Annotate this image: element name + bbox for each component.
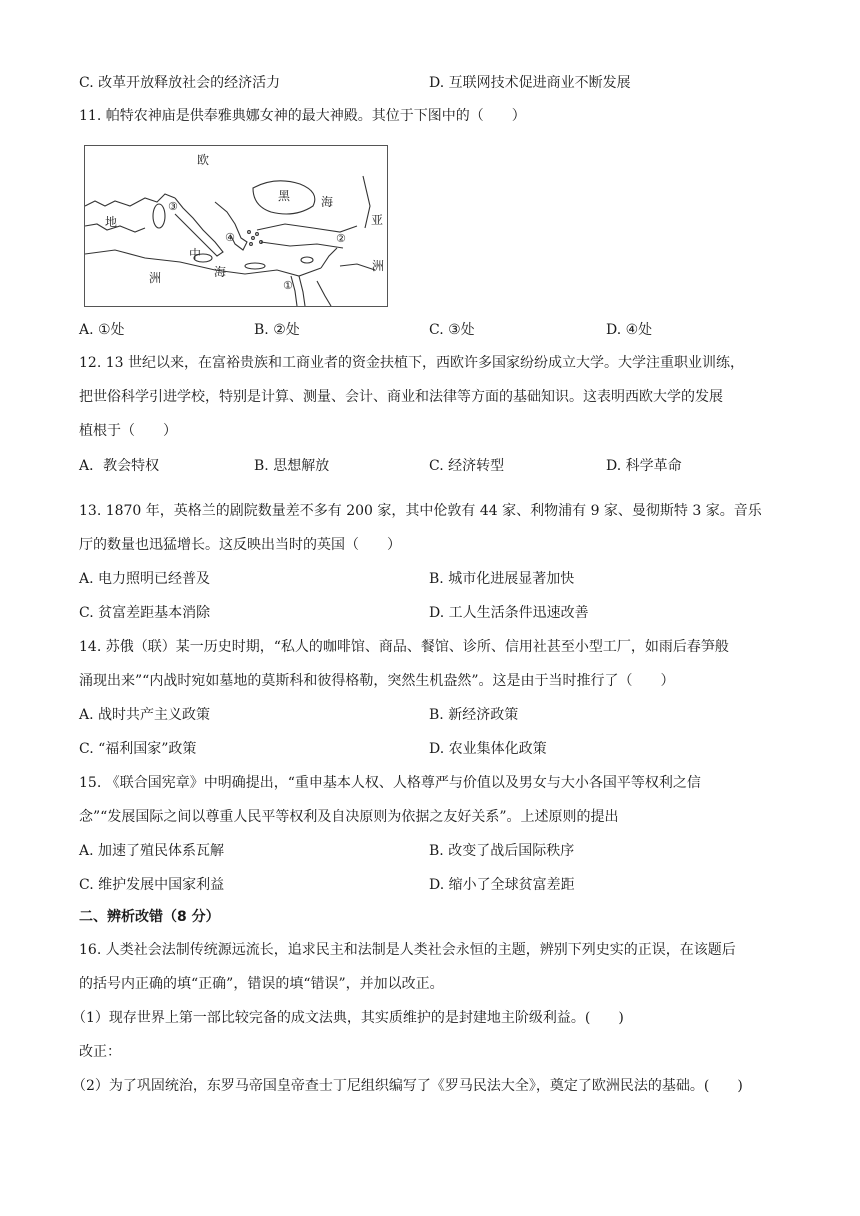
map-label-di: 地 [105,215,118,229]
q12-option-c: C. 经济转型 [429,458,505,474]
map-marker-2: ② [336,232,346,245]
q10-option-d: D. 互联网技术促进商业不断发展 [429,75,631,91]
q10-option-c: C. 改革开放释放社会的经济活力 [79,75,281,91]
map-marker-3: ③ [168,200,178,213]
map-label-hai-med: 海 [214,265,227,279]
map-label-hei: 黑 [278,189,291,203]
map-label-ya: 亚 [371,213,384,227]
q16-fix1-label: 改正： [79,1044,121,1060]
q13-option-c: C. 贫富差距基本消除 [79,605,211,621]
q12-option-d: D. 科学革命 [606,458,682,474]
q13-stem-line2: 厅的数量也迅猛增长。这反映出当时的英国（ ） [79,537,401,553]
map-label-zhong: 中 [189,247,202,261]
q13-stem-line1: 13. 1870 年，英格兰的剧院数量差不多有 200 家，其中伦敦有 44 家、利物浦有 9 家、曼彻斯特 3 家。音乐 [79,503,762,519]
section2-heading: 二、辨析改错（8 分） [79,909,220,925]
q12-option-b: B. 思想解放 [254,458,330,474]
q15-stem-line1: 15. 《联合国宪章》中明确提出，“重申基本人权、人格尊严与价值以及男女与大小各国平等权利之信 [79,775,701,791]
q14-option-a: A. 战时共产主义政策 [79,707,211,723]
q15-option-a: A. 加速了殖民体系瓦解 [79,843,225,859]
q13-option-b: B. 城市化进展显著加快 [429,571,575,587]
q11-stem: 11. 帕特农神庙是供奉雅典娜女神的最大神殿。其位于下图中的（ ） [79,108,526,124]
q12-option-a: A．教会特权 [79,458,160,474]
q14-stem-line1: 14. 苏俄（联）某一历史时期，“私人的咖啡馆、商品、餐馆、诊所、信用社甚至小型工厂，如雨后春笋般 [79,639,729,655]
map-label-hai-black: 海 [321,195,334,209]
q15-option-b: B. 改变了战后国际秩序 [429,843,575,859]
q16-item2: （2）为了巩固统治，东罗马帝国皇帝查士丁尼组织编写了《罗马民法大全》，奠定了欧洲民法的基础。( ) [72,1078,743,1094]
q14-option-c: C. “福利国家”政策 [79,741,197,757]
q12-stem-line1: 12. 13 世纪以来，在富裕贵族和工商业者的资金扶植下，西欧许多国家纷纷成立大学。大学注重职业训练， [79,355,744,371]
map-label-zhou-europe: 洲 [149,271,162,285]
map-label-zhou-asia: 洲 [372,259,385,273]
q13-option-a: A. 电力照明已经普及 [79,571,211,587]
q11-option-d: D. ④处 [606,322,653,338]
q14-stem-line2: 涌现出来”“内战时宛如墓地的莫斯科和彼得格勒，突然生机盎然”。这是由于当时推行了（ ） [79,673,675,689]
q16-stem-line1: 16. 人类社会法制传统源远流长，追求民主和法制是人类社会永恒的主题，辨别下列史实的正误，在该题后 [79,942,736,958]
q14-option-d: D. 农业集体化政策 [429,741,547,757]
q13-option-d: D. 工人生活条件迅速改善 [429,605,589,621]
q11-option-c: C. ③处 [429,322,475,338]
map-label-ou: 欧 [197,153,210,167]
q16-item1: （1）现存世界上第一部比较完备的成文法典，其实质维护的是封建地主阶级利益。( ) [72,1010,624,1026]
q16-stem-line2: 的括号内正确的填“正确”，错误的填“错误”，并加以改正。 [79,976,444,992]
mediterranean-map [84,145,388,307]
map-marker-4: ④ [225,231,235,244]
q14-option-b: B. 新经济政策 [429,707,519,723]
q11-option-a: A. ①处 [79,322,125,338]
q12-stem-line2: 把世俗科学引进学校，特别是计算、测量、会计、商业和法律等方面的基础知识。这表明西欧大学的发展 [79,389,723,405]
q11-option-b: B. ②处 [254,322,300,338]
q15-option-d: D. 缩小了全球贫富差距 [429,877,575,893]
q12-stem-line3: 植根于（ ） [79,423,177,439]
map-marker-1: ① [283,279,293,292]
q15-option-c: C. 维护发展中国家利益 [79,877,225,893]
q15-stem-line2: 念”“发展国际之间以尊重人民平等权利及自决原则为依据之友好关系”。上述原则的提出 [79,809,619,825]
